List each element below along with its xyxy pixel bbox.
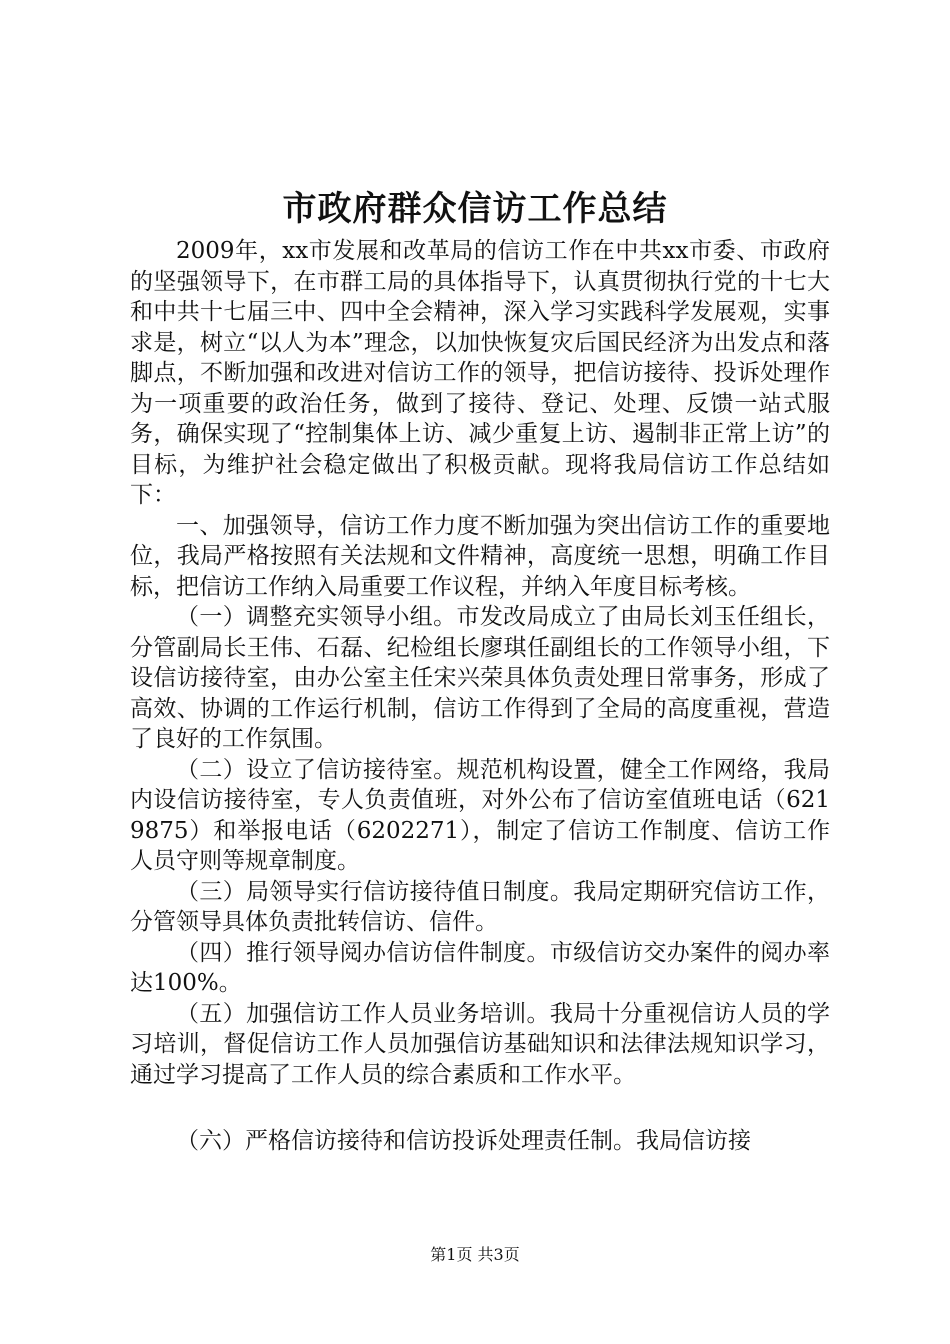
paragraph-item-6: （六）严格信访接待和信访投诉处理责任制。我局信访接 (176, 1128, 751, 1154)
page-footer: 第1页 共3页 (430, 1245, 520, 1264)
paragraph-item-3: （三）局领导实行信访接待值日制度。我局定期研究信访工作，分管领导具体负责批转信访、信件。 (130, 878, 830, 935)
document-title: 市政府群众信访工作总结 (282, 189, 668, 229)
paragraph-section-1: 一、加强领导，信访工作力度不断加强为突出信访工作的重要地位，我局严格按照有关法规和文件精神，高度统一思想，明确工作目标，把信访工作纳入局重要工作议程，并纳入年度目标考核。 (130, 512, 830, 600)
paragraph-item-1: （一）调整充实领导小组。市发改局成立了由局长刘玉任组长，分管副局长王伟、石磊、纪检组长廖琪任副组长的工作领导小组，下设信访接待室，由办公室主任宋兴荣具体负责处理日常事务，形成了高效、协调的工作运行机制，信访工作得到了全局的高度重视，营造了良好的工作氛围。 (130, 604, 830, 752)
paragraph-item-4: （四）推行领导阅办信访信件制度。市级信访交办案件的阅办率达100%。 (130, 939, 830, 996)
paragraph-intro: 2009年，xx市发展和改革局的信访工作在中共xx市委、市政府的坚强领导下，在市群工局的具体指导下，认真贯彻执行党的十七大和中共十七届三中、四中全会精神，深入学习实践科学发展观，实事求是，树立“以人为本”理念，以加快恢复灾后国民经济为出发点和落脚点，不断加强和改进对信访工作的领导，把信访接待、投诉处理作为一项重要的政治任务，做到了接待、登记、处理、反馈一站式服务，确保实现了“控制集体上访、减少重复上访、遏制非正常上访”的目标，为维护社会稳定做出了积极贡献。现将我局信访工作总结如下： (130, 238, 830, 508)
document-body (130, 236, 830, 1157)
paragraph-item-5: （五）加强信访工作人员业务培训。我局十分重视信访人员的学习培训，督促信访工作人员加强信访基础知识和法律法规知识学习，通过学习提高了工作人员的综合素质和工作水平。 (130, 1000, 830, 1088)
paragraph-item-2: （二）设立了信访接待室。规范机构设置，健全工作网络，我局内设信访接待室，专人负责值班，对外公布了信访室值班电话（6219875）和举报电话（6202271），制定了信访工作制度、信访工作人员守则等规章制度。 (130, 756, 830, 874)
